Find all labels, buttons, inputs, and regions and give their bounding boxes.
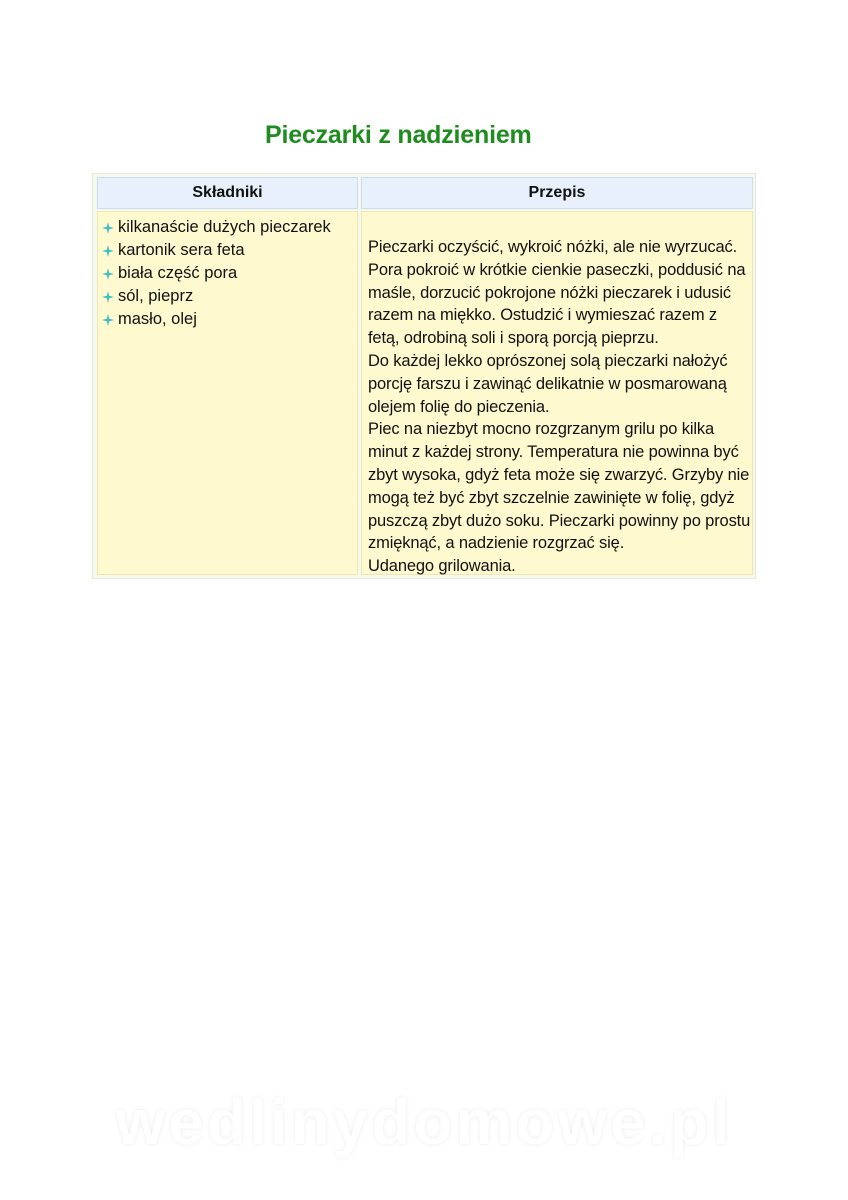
method-paragraph: Piec na niezbyt mocno rozgrzanym grilu po kilka minut z każdej strony. Temperatura nie powinna być zbyt wysoka, gdyż feta może się zwarzyć. Grzyby nie mogą też być zbyt szczelnie zawinięte w folię, gdyż puszczą zbyt dużo soku. Pieczarki powinny po prostu zmięknąć, a nadzienie rozgrzać się. — [368, 420, 751, 553]
ingredients-cell — [97, 211, 358, 575]
ingredient-item — [102, 262, 331, 285]
four-point-star-icon — [102, 314, 114, 326]
ingredient-item — [102, 308, 331, 331]
ingredient-label: kartonik sera feta — [118, 241, 245, 259]
method-paragraph: Pieczarki oczyścić, wykroić nóżki, ale nie wyrzucać. Pora pokroić w krótkie cienkie paseczki, poddusić na maśle, dorzucić pokrojone nóżki pieczarek i udusić razem na miękko. Ostudzić i wymieszać razem z fetą, odrobiną soli i sporą porcją pieprzu. — [368, 238, 746, 348]
ingredient-item — [102, 216, 331, 239]
recipe-table — [92, 173, 756, 579]
ingredients-list — [102, 216, 331, 331]
four-point-star-icon — [102, 245, 114, 257]
watermark: wedlinydomowe.pl — [115, 1086, 733, 1158]
method-text — [368, 236, 752, 578]
ingredient-label: masło, olej — [118, 310, 197, 328]
ingredient-label: kilkanaście dużych pieczarek — [118, 218, 331, 236]
ingredient-item — [102, 285, 331, 308]
ingredient-label: biała część pora — [118, 264, 238, 282]
four-point-star-icon — [102, 268, 114, 280]
four-point-star-icon — [102, 291, 114, 303]
method-paragraph: Do każdej lekko oprószonej solą pieczarki nałożyć porcję farszu i zawinąć delikatnie w posmarowaną olejem folię do pieczenia. — [368, 351, 728, 416]
ingredients-header: Składniki — [97, 177, 358, 209]
method-header: Przepis — [361, 177, 753, 209]
method-cell — [361, 211, 753, 575]
four-point-star-icon — [102, 222, 114, 234]
method-paragraph: Udanego grilowania. — [368, 557, 516, 576]
ingredient-label: sól, pieprz — [118, 287, 194, 305]
recipe-title: Pieczarki z nadzieniem — [265, 121, 532, 149]
ingredient-item — [102, 239, 331, 262]
